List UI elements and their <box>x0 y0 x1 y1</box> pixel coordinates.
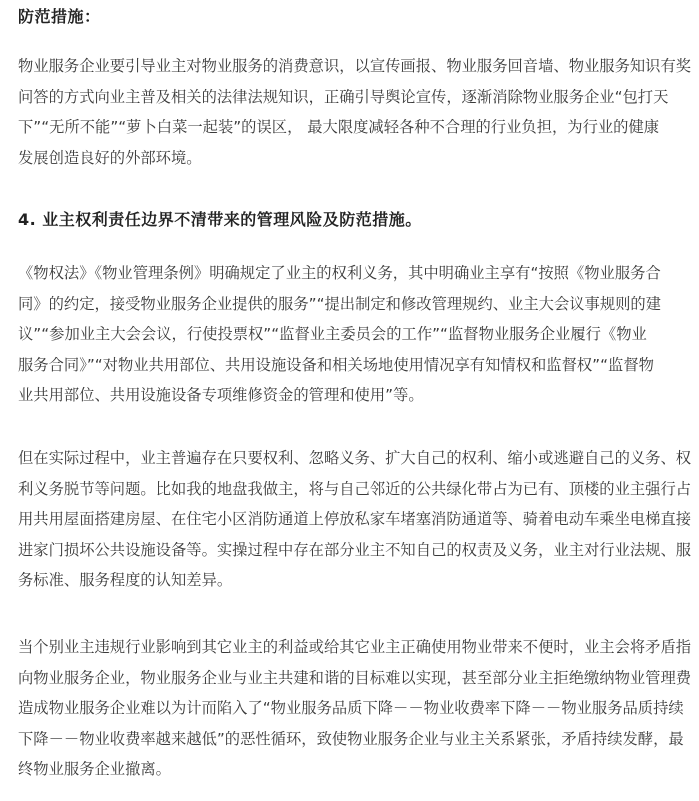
paragraph-line: 利义务脱节等问题。比如我的地盘我做主，将与自己邻近的公共绿化带占为已有、顶楼的业主强行占 <box>18 479 692 498</box>
paragraph-line: 终物业服务企业撤离。 <box>18 760 171 778</box>
paragraph-line: 发展创造良好的外部环境。 <box>18 148 202 167</box>
section-heading-countermeasures: 防范措施： <box>18 7 101 26</box>
paragraph-line: 问答的方式向业主普及相关的法律法规知识，正确引导舆论宣传，逐渐消除物业服务企业“包打天 <box>18 87 669 106</box>
paragraph-line: 当个别业主违规行业影响到其它业主的利益或给其它业主正确使用物业带来不便时，业主会将矛盾指 <box>18 638 692 656</box>
paragraph-line: 进家门损坏公共设施设备等。实操过程中存在部分业主不知自己的权责及义务，业主对行业法规、服 <box>18 540 692 559</box>
paragraph-line: 同》的约定，接受物业服务企业提供的服务”“提出制定和修改管理规约、业主大会议事规则的建 <box>18 294 662 313</box>
paragraph-line: 造成物业服务企业难以为计而陷入了“物业服务品质下降－－物业收费率下降－－物业服务品质持续 <box>18 699 684 717</box>
paragraph-line: 但在实际过程中，业主普遍存在只要权利、忽略义务、扩大自己的权利、缩小或逃避自己的义务、权 <box>18 449 692 467</box>
paragraph-line: 务标准、服务程度的认知差异。 <box>18 571 233 589</box>
paragraph-line: 下降－－物业收费率越来越低”的恶性循环，致使物业服务企业与业主关系紧张，矛盾持续发酵，最 <box>18 729 684 748</box>
paragraph-line: 服务合同》”“对物业共用部位、共用设施设备和相关场地使用情况享有知情权和监督权”“监督物 <box>18 355 654 374</box>
paragraph-line: 物业服务企业要引导业主对物业服务的消费意识，以宣传画报、物业服务回音墙、物业服务知识有奖 <box>18 57 692 75</box>
paragraph-line: 用共用屋面搭建房屋、在住宅小区消防通道上停放私家车堵塞消防通道等、骑着电动车乘坐电梯直接 <box>18 510 692 528</box>
paragraph-practical-issues <box>18 443 691 596</box>
paragraph-legal-rights <box>18 258 661 411</box>
paragraph-vicious-cycle <box>18 632 691 785</box>
paragraph-line: 《物权法》《物业管理条例》明确规定了业主的权利义务，其中明确业主享有“按照《物业服务合 <box>18 264 661 282</box>
paragraph-consumer-awareness <box>18 51 691 173</box>
paragraph-line: 业共用部位、共用设施设备专项维修资金的管理和使用”等。 <box>18 386 424 404</box>
paragraph-line: 向物业服务企业，物业服务企业与业主共建和谐的目标难以实现，甚至部分业主拒绝缴纳物业管理费 <box>18 668 692 687</box>
section-heading-owner-rights-risk: 4. 业主权利责任边界不清带来的管理风险及防范措施。 <box>18 210 422 229</box>
paragraph-line: 下”“无所不能”“萝卜白菜一起装”的误区， 最大限度减轻各种不合理的行业负担，为行业的健康 <box>18 118 660 136</box>
paragraph-line: 议”“参加业主大会会议，行使投票权”“监督业主委员会的工作”“监督物业服务企业履行《物业 <box>18 325 647 343</box>
